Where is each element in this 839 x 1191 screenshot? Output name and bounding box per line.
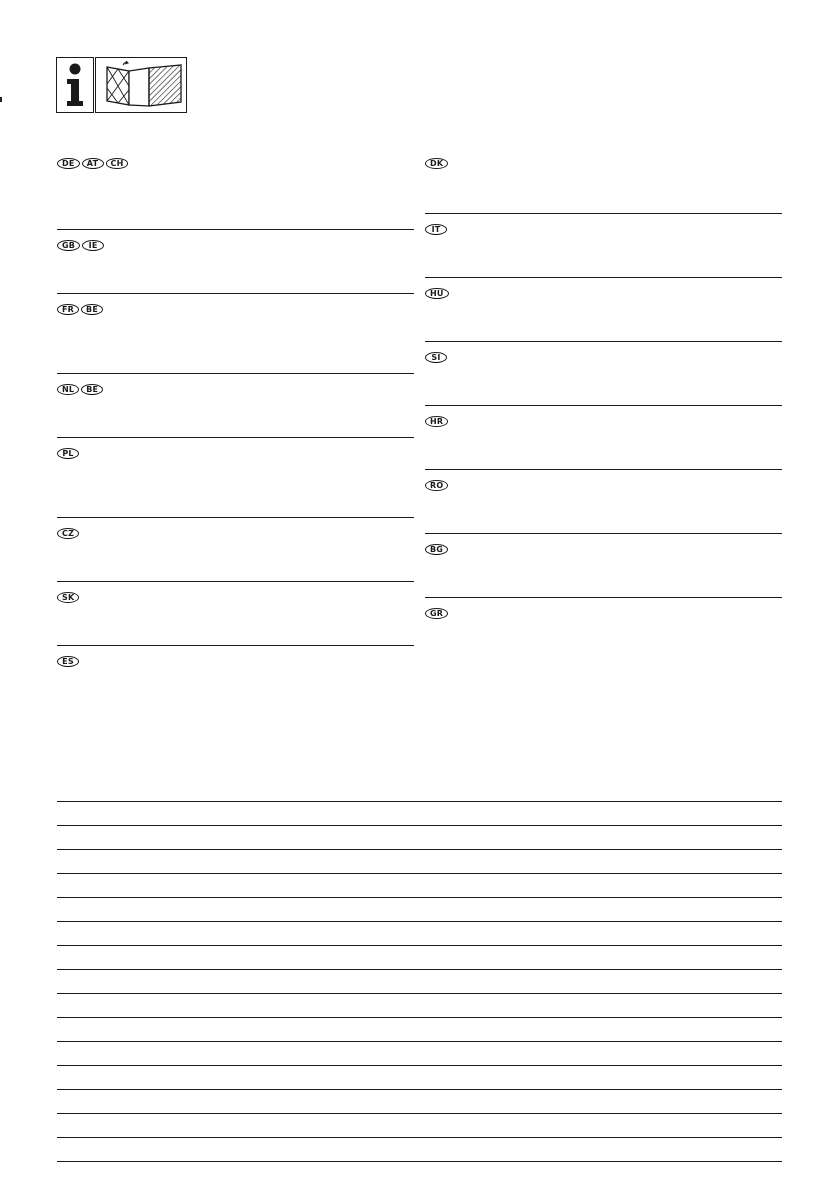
writing-line bbox=[57, 825, 782, 849]
writing-line bbox=[57, 993, 782, 1017]
section-hr bbox=[425, 405, 782, 469]
writing-line bbox=[57, 1089, 782, 1113]
right-language-column bbox=[425, 153, 782, 637]
country-badge: HR bbox=[425, 416, 448, 427]
writing-line bbox=[57, 921, 782, 945]
section-es bbox=[57, 645, 414, 685]
country-badge: DK bbox=[425, 158, 448, 169]
writing-lines bbox=[57, 801, 782, 1162]
country-badge: FR bbox=[57, 304, 79, 315]
writing-line bbox=[57, 1041, 782, 1065]
writing-line bbox=[57, 969, 782, 993]
section-pl bbox=[57, 437, 414, 517]
section-hu bbox=[425, 277, 782, 341]
section-ro bbox=[425, 469, 782, 533]
country-badge: SK bbox=[57, 592, 79, 603]
country-badge: CZ bbox=[57, 528, 79, 539]
section-sk bbox=[57, 581, 414, 645]
writing-line bbox=[57, 945, 782, 969]
writing-line bbox=[57, 1017, 782, 1041]
country-badge: BG bbox=[425, 544, 448, 555]
country-badge: BE bbox=[81, 384, 103, 395]
country-badge: IE bbox=[82, 240, 104, 251]
country-badge: HU bbox=[425, 288, 449, 299]
writing-line bbox=[57, 897, 782, 921]
open-manual-icon bbox=[95, 57, 187, 113]
section-cz bbox=[57, 517, 414, 581]
country-badge: ES bbox=[57, 656, 79, 667]
country-badge: RO bbox=[425, 480, 448, 491]
country-badge: NL bbox=[57, 384, 79, 395]
writing-line bbox=[57, 873, 782, 897]
left-language-column bbox=[57, 153, 414, 685]
country-badge: DE bbox=[57, 158, 80, 169]
writing-line bbox=[57, 801, 782, 825]
country-badge: IT bbox=[425, 224, 447, 235]
country-badge: PL bbox=[57, 448, 79, 459]
writing-line bbox=[57, 1161, 782, 1162]
writing-line bbox=[57, 1065, 782, 1089]
writing-line bbox=[57, 1137, 782, 1161]
section-gb-ie bbox=[57, 229, 414, 293]
country-badge: SI bbox=[425, 352, 447, 363]
section-nl-be bbox=[57, 373, 414, 437]
section-dk bbox=[425, 153, 782, 213]
section-de-at-ch bbox=[57, 153, 414, 229]
section-bg bbox=[425, 533, 782, 597]
info-icon bbox=[56, 57, 94, 113]
country-badge: BE bbox=[81, 304, 103, 315]
section-fr-be bbox=[57, 293, 414, 373]
country-badge: AT bbox=[82, 158, 104, 169]
country-badge: GR bbox=[425, 608, 448, 619]
writing-line bbox=[57, 849, 782, 873]
section-si bbox=[425, 341, 782, 405]
country-badge: CH bbox=[106, 158, 129, 169]
edge-mark bbox=[0, 97, 2, 102]
section-it bbox=[425, 213, 782, 277]
section-gr bbox=[425, 597, 782, 637]
writing-line bbox=[57, 1113, 782, 1137]
country-badge: GB bbox=[57, 240, 80, 251]
